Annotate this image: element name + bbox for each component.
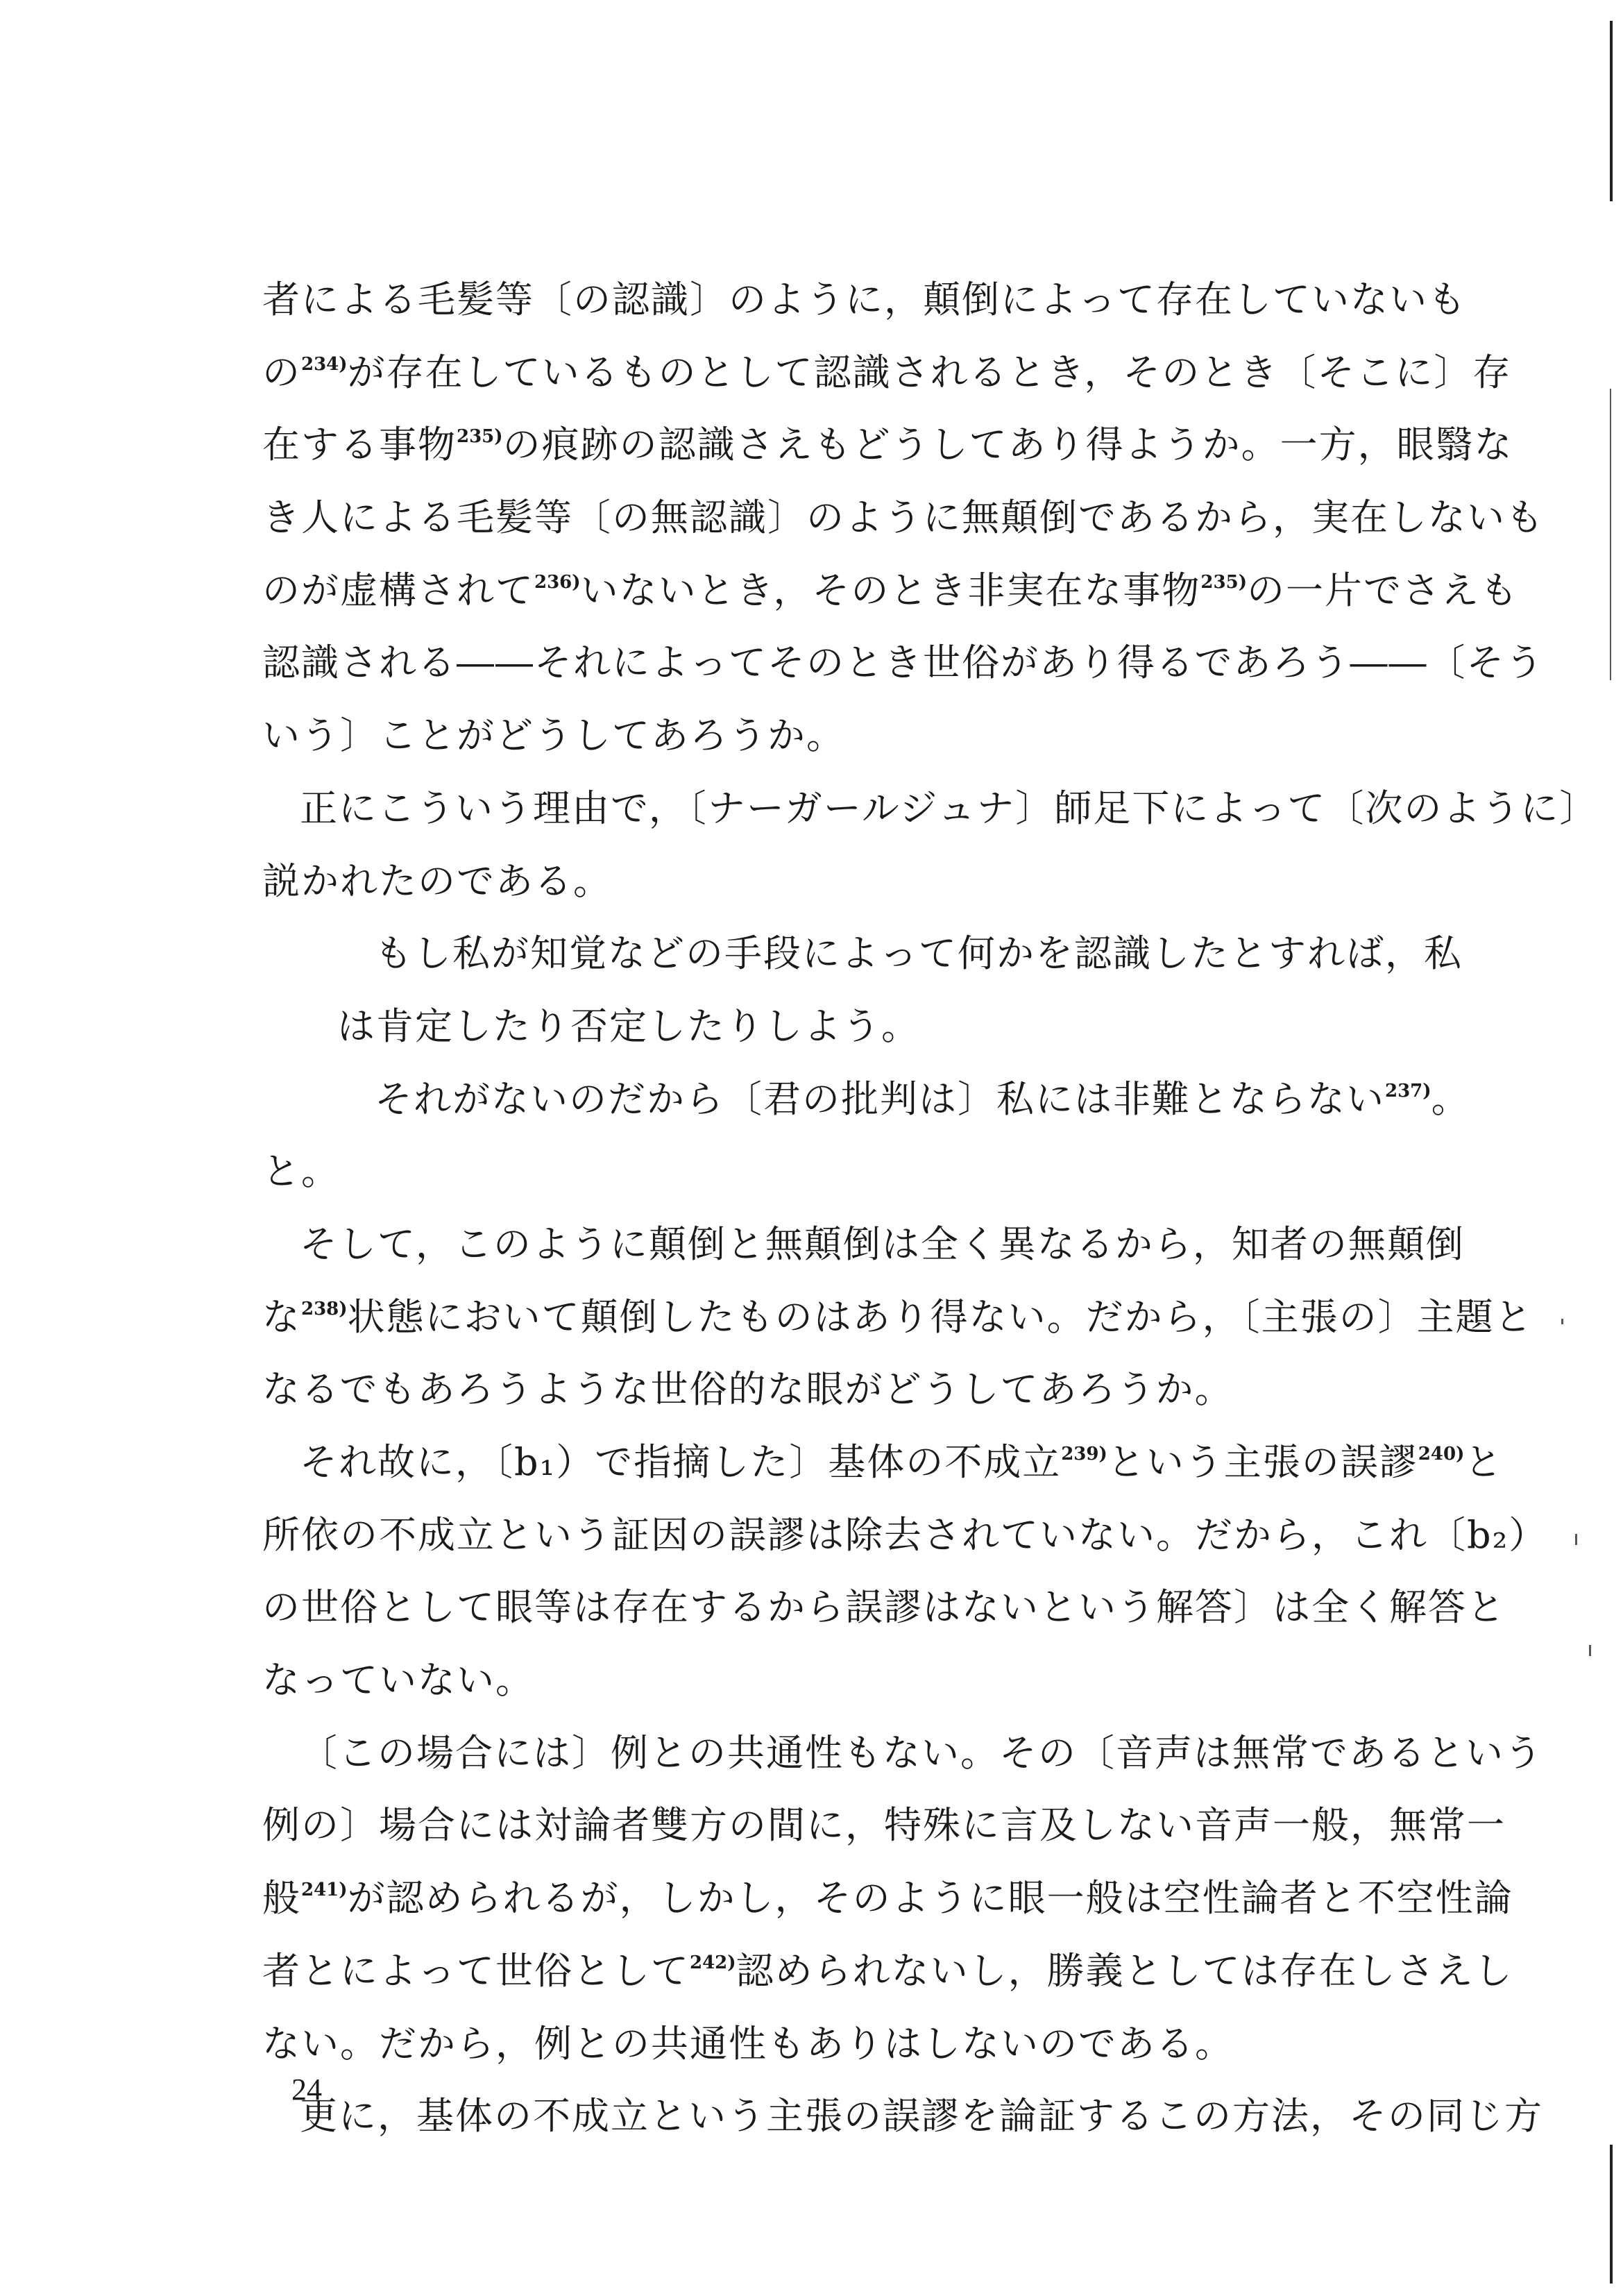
text-line [262, 1136, 1400, 1208]
text-line [262, 1717, 1543, 1790]
text-segment: という主張の誤謬 [1107, 1440, 1418, 1484]
text-segment: が存在しているものとして認識されるとき，そのとき〔そこに〕存 [347, 350, 1512, 394]
text-line [262, 773, 1599, 845]
text-line [262, 1426, 1504, 1499]
text-segment: それがないのだから〔君の批判は〕私には非難とならない [375, 1077, 1385, 1121]
text-line [262, 627, 1545, 700]
text-segment: 所依の不成立という証因の誤謬は除去されていない。だから，これ〔b₂） [262, 1512, 1548, 1557]
text-line [262, 1281, 1533, 1354]
text-segment: 在する事物 [262, 423, 457, 467]
text-line [262, 409, 1513, 482]
text-segment: なっていない。 [262, 1658, 534, 1703]
text-segment: 〔この場合には〕例との共通性もない。その〔音声は無常であるという [300, 1730, 1543, 1775]
text-line [262, 555, 1519, 627]
text-segment: な [262, 1294, 301, 1339]
text-segment: 認識される――それによってそのとき世俗があり得るであろう――〔そう [262, 641, 1545, 685]
text-segment: 説かれたのである。 [262, 859, 612, 903]
text-segment: いないとき，そのとき非実在な事物 [580, 568, 1201, 612]
scan-edge-mark [1610, 21, 1613, 201]
text-segment: なるでもあろうような世俗的な眼がどうしてあろうか。 [262, 1367, 1234, 1412]
scan-edge-mark [1610, 389, 1611, 680]
text-segment: ない。だから，例との共通性もありはしないのである。 [262, 2021, 1234, 2066]
body-text [262, 264, 1599, 2153]
text-line [262, 845, 1400, 918]
text-line [262, 1571, 1506, 1644]
text-line [262, 2008, 1400, 2081]
text-line [262, 2080, 1543, 2153]
text-segment: の痕跡の認識さえもどうしてあり得ようか。一方，眼翳な [502, 423, 1513, 467]
text-segment: もし私が知覚などの手段によって何かを認識したとすれば，私 [375, 931, 1463, 976]
text-line [262, 990, 1400, 1063]
footnote-marker: 234) [301, 353, 348, 375]
text-segment: の一片でさえも [1247, 568, 1519, 612]
text-segment: 正にこういう理由で，〔ナーガールジュナ〕師足下によって〔次のように〕 [300, 786, 1599, 830]
text-segment: 更に，基体の不成立という主張の誤謬を論証するこの方法，その同じ方 [300, 2094, 1543, 2138]
text-line [262, 264, 1467, 337]
scan-edge-mark [1610, 2145, 1613, 2284]
text-line [262, 918, 1463, 990]
text-line [262, 1935, 1513, 2008]
footnote-marker: 235) [1200, 571, 1247, 593]
footnote-marker: 235) [457, 426, 503, 448]
text-segment: 認められないし，勝義としては存在しさえし [736, 1948, 1513, 1993]
text-line [262, 1063, 1470, 1136]
text-segment: と。 [262, 1149, 340, 1194]
text-line [262, 1353, 1400, 1426]
text-line [262, 482, 1545, 555]
text-segment: 。 [1431, 1077, 1470, 1121]
text-segment: 者とによって世俗として [262, 1948, 690, 1993]
text-line [262, 700, 1400, 773]
text-segment: は肯定したり否定したりしよう。 [337, 1004, 920, 1048]
text-segment: の世俗として眼等は存在するから誤謬はないという解答〕は全く解答と [262, 1585, 1506, 1630]
text-line [262, 1789, 1506, 1862]
text-segment: それ故に，〔b₁）で指摘した〕基体の不成立 [300, 1440, 1062, 1484]
footnote-marker: 239) [1061, 1444, 1107, 1464]
text-segment: いう〕ことがどうしてあろうか。 [262, 714, 845, 758]
text-segment: 般 [262, 1876, 301, 1921]
footnote-marker: 240) [1418, 1444, 1465, 1464]
text-line [262, 1499, 1548, 1572]
footnote-marker: 238) [301, 1298, 348, 1319]
text-line [262, 337, 1512, 410]
text-segment: のが虚構されて [262, 568, 534, 612]
footnote-marker: 242) [690, 1952, 736, 1973]
footnote-marker: 236) [534, 571, 581, 593]
page-number: 24 [291, 2073, 322, 2107]
text-segment: の [262, 350, 301, 394]
text-line [262, 1862, 1513, 1935]
text-line [262, 1208, 1465, 1281]
scan-speck [1575, 1534, 1577, 1545]
text-segment: と [1464, 1440, 1504, 1484]
text-segment: 者による毛髪等〔の認識〕のように，顛倒によって存在していないも [262, 278, 1467, 321]
footnote-marker: 237) [1385, 1080, 1431, 1101]
text-segment: 例の〕場合には対論者雙方の間に，特殊に言及しない音声一般，無常一 [262, 1803, 1506, 1848]
text-segment: き人による毛髪等〔の無認識〕のように無顛倒であるから，実在しないも [262, 496, 1545, 540]
scan-speck [1589, 1645, 1591, 1656]
text-segment: そして，このように顛倒と無顛倒は全く異なるから，知者の無顛倒 [300, 1222, 1465, 1266]
scan-speck [1561, 1319, 1563, 1324]
text-line [262, 1644, 1400, 1717]
text-segment: が認められるが，しかし，そのように眼一般は空性論者と不空性論 [347, 1876, 1513, 1921]
text-segment: 状態において顛倒したものはあり得ない。だから，〔主張の〕主題と [347, 1294, 1533, 1339]
footnote-marker: 241) [301, 1880, 348, 1901]
